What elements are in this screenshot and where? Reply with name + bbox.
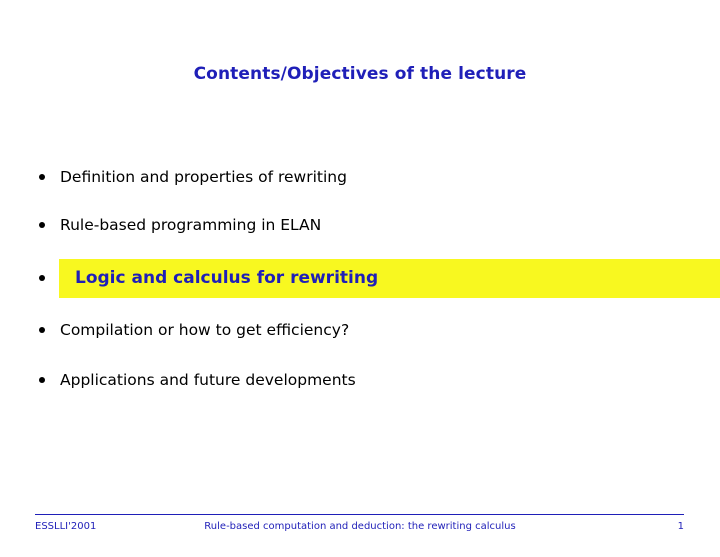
- list-item-label: Applications and future developments: [60, 371, 356, 389]
- footer-title: Rule-based computation and deduction: the rewriting calculus: [204, 521, 516, 532]
- bullet-icon: [39, 377, 45, 383]
- list-item-label: Logic and calculus for rewriting: [75, 268, 379, 288]
- footer-event: ESSLLI'2001: [35, 521, 97, 532]
- list-item-highlighted: [0, 266, 720, 290]
- list-item-label: Compilation or how to get efficiency?: [60, 321, 350, 339]
- bullet-icon: [39, 222, 45, 228]
- list-item: [0, 165, 720, 189]
- bullet-icon: [39, 174, 45, 180]
- page-number: 1: [677, 521, 684, 532]
- footer-divider: [35, 514, 684, 515]
- list-item: [0, 213, 720, 237]
- list-item-label: Rule-based programming in ELAN: [60, 216, 322, 234]
- list-item: [0, 318, 720, 342]
- bullet-icon: [39, 275, 45, 281]
- bullet-icon: [39, 327, 45, 333]
- list-item: [0, 368, 720, 392]
- slide-title: Contents/Objectives of the lecture: [193, 64, 527, 84]
- list-item-label: Definition and properties of rewriting: [60, 168, 347, 186]
